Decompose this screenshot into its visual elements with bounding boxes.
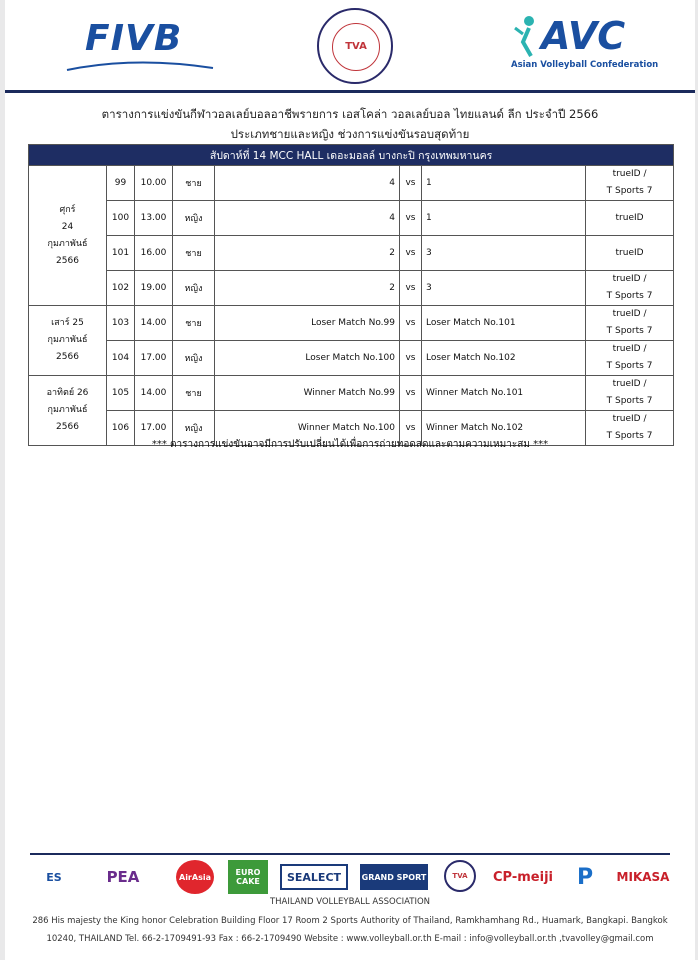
date-cell: อาทิตย์ 26 กุมภาพันธ์ 2566 xyxy=(29,376,107,446)
broadcast-cell: trueID / T Sports 7 xyxy=(586,306,674,341)
gender-cell: หญิง xyxy=(173,201,215,236)
sponsor-airasia-logo: AirAsia xyxy=(176,860,214,894)
time-cell: 19.00 xyxy=(135,271,173,306)
match-number-cell: 106 xyxy=(107,411,135,446)
table-row xyxy=(29,306,674,341)
home-team-cell: 2 xyxy=(215,236,400,271)
vs-cell: vs xyxy=(400,411,422,446)
avc-logo xyxy=(511,14,661,76)
gender-cell: ชาย xyxy=(173,236,215,271)
home-team-cell: Loser Match No.100 xyxy=(215,341,400,376)
broadcast-cell: trueID xyxy=(586,201,674,236)
table-row xyxy=(29,341,674,376)
time-cell: 17.00 xyxy=(135,411,173,446)
date-cell: เสาร์ 25 กุมภาพันธ์ 2566 xyxy=(29,306,107,376)
vs-cell: vs xyxy=(400,376,422,411)
vs-cell: vs xyxy=(400,306,422,341)
time-cell: 14.00 xyxy=(135,376,173,411)
sponsor-es-logo: ES xyxy=(46,870,62,884)
gender-cell: ชาย xyxy=(173,376,215,411)
sponsor-logos xyxy=(30,860,675,896)
schedule-body xyxy=(29,166,674,446)
match-number-cell: 105 xyxy=(107,376,135,411)
broadcast-cell: trueID / T Sports 7 xyxy=(586,411,674,446)
table-row xyxy=(29,271,674,306)
match-number-cell: 104 xyxy=(107,341,135,376)
home-team-cell: Loser Match No.99 xyxy=(215,306,400,341)
sponsor-tva-logo: TVA xyxy=(444,860,476,892)
broadcast-cell: trueID / T Sports 7 xyxy=(586,341,674,376)
away-team-cell: Loser Match No.101 xyxy=(422,306,586,341)
vs-cell: vs xyxy=(400,201,422,236)
week-header: สัปดาห์ที่ 14 MCC HALL เดอะมอลล์ บางกะปิ กรุงเทพมหานคร xyxy=(29,145,674,166)
gender-cell: ชาย xyxy=(173,306,215,341)
tva-seal-logo xyxy=(317,8,393,84)
match-number-cell: 102 xyxy=(107,271,135,306)
home-team-cell: Winner Match No.99 xyxy=(215,376,400,411)
away-team-cell: Winner Match No.101 xyxy=(422,376,586,411)
vs-cell: vs xyxy=(400,341,422,376)
gender-cell: ชาย xyxy=(173,166,215,201)
match-number-cell: 99 xyxy=(107,166,135,201)
address-line-1: 286 His majesty the King honor Celebration Building Floor 17 Room 2 Sports Authority of Thailand, Ramkhamhang Rd., Huamark, Bangkapi. Bangkok xyxy=(32,916,668,926)
schedule-note: *** ตารางการแข่งขันอาจมีการปรับเปลี่ยนได้เพื่อการถ่ายทอดสดและตามความเหมาะสม *** xyxy=(151,439,549,450)
fivb-swoosh-icon xyxy=(65,18,215,76)
sponsor-eurocake-logo: EURO CAKE xyxy=(228,860,268,894)
away-team-cell: Loser Match No.102 xyxy=(422,341,586,376)
sponsor-sealect-logo: SEALECT xyxy=(280,864,348,890)
match-number-cell: 100 xyxy=(107,201,135,236)
sponsor-cpmeiji-logo: CP-meiji xyxy=(493,869,553,885)
association-name: THAILAND VOLLEYBALL ASSOCIATION xyxy=(269,897,431,907)
sponsor-mikasa-logo: MIKASA xyxy=(616,870,670,884)
broadcast-cell: trueID xyxy=(586,236,674,271)
week-header-row xyxy=(29,145,674,166)
avc-subtitle: Asian Volleyball Confederation xyxy=(511,60,659,70)
vs-cell: vs xyxy=(400,271,422,306)
document-page xyxy=(5,0,695,960)
match-number-cell: 103 xyxy=(107,306,135,341)
time-cell: 13.00 xyxy=(135,201,173,236)
table-row xyxy=(29,201,674,236)
time-cell: 10.00 xyxy=(135,166,173,201)
footer-divider xyxy=(30,853,670,855)
table-row xyxy=(29,376,674,411)
gender-cell: หญิง xyxy=(173,271,215,306)
time-cell: 14.00 xyxy=(135,306,173,341)
sponsor-p-logo: P xyxy=(576,864,594,890)
broadcast-cell: trueID / T Sports 7 xyxy=(586,376,674,411)
avc-player-icon xyxy=(511,14,541,58)
away-team-cell: 1 xyxy=(422,201,586,236)
home-team-cell: Winner Match No.100 xyxy=(215,411,400,446)
broadcast-cell: trueID / T Sports 7 xyxy=(586,166,674,201)
gender-cell: หญิง xyxy=(173,411,215,446)
schedule-subtitle: ประเภทชายและหญิง ช่วงการแข่งขันรอบสุดท้าย xyxy=(230,127,470,141)
time-cell: 17.00 xyxy=(135,341,173,376)
home-team-cell: 4 xyxy=(215,201,400,236)
header-divider xyxy=(5,90,695,93)
fivb-logo xyxy=(65,18,215,76)
broadcast-cell: trueID / T Sports 7 xyxy=(586,271,674,306)
home-team-cell: 4 xyxy=(215,166,400,201)
away-team-cell: 1 xyxy=(422,166,586,201)
home-team-cell: 2 xyxy=(215,271,400,306)
time-cell: 16.00 xyxy=(135,236,173,271)
vs-cell: vs xyxy=(400,236,422,271)
fivb-logo-text: FIVB xyxy=(85,18,183,59)
avc-logo-text: AVC xyxy=(541,14,626,58)
vs-cell: vs xyxy=(400,166,422,201)
gender-cell: หญิง xyxy=(173,341,215,376)
schedule-table xyxy=(28,144,674,446)
table-row xyxy=(29,236,674,271)
sponsor-pea-logo: PEA xyxy=(106,868,140,886)
address-line-2: 10240, THAILAND Tel. 66-2-1709491-93 Fax : 66-2-1709490 Website : www.volleyball.or.th E-mail : info@volleyball.or.th ,tvavolley@gmail.com xyxy=(46,934,654,944)
tva-seal-text: TVA xyxy=(332,23,380,71)
away-team-cell: Winner Match No.102 xyxy=(422,411,586,446)
schedule-title: ตารางการแข่งขันกีฬาวอลเลย์บอลอาชีพรายการ เอสโคล่า วอลเลย์บอล ไทยแลนด์ ลีก ประจำปี 2566 xyxy=(101,107,599,121)
away-team-cell: 3 xyxy=(422,271,586,306)
date-cell: ศุกร์ 24 กุมภาพันธ์ 2566 xyxy=(29,166,107,306)
away-team-cell: 3 xyxy=(422,236,586,271)
sponsor-grandsport-logo: GRAND SPORT xyxy=(360,864,428,890)
match-number-cell: 101 xyxy=(107,236,135,271)
table-row xyxy=(29,166,674,201)
